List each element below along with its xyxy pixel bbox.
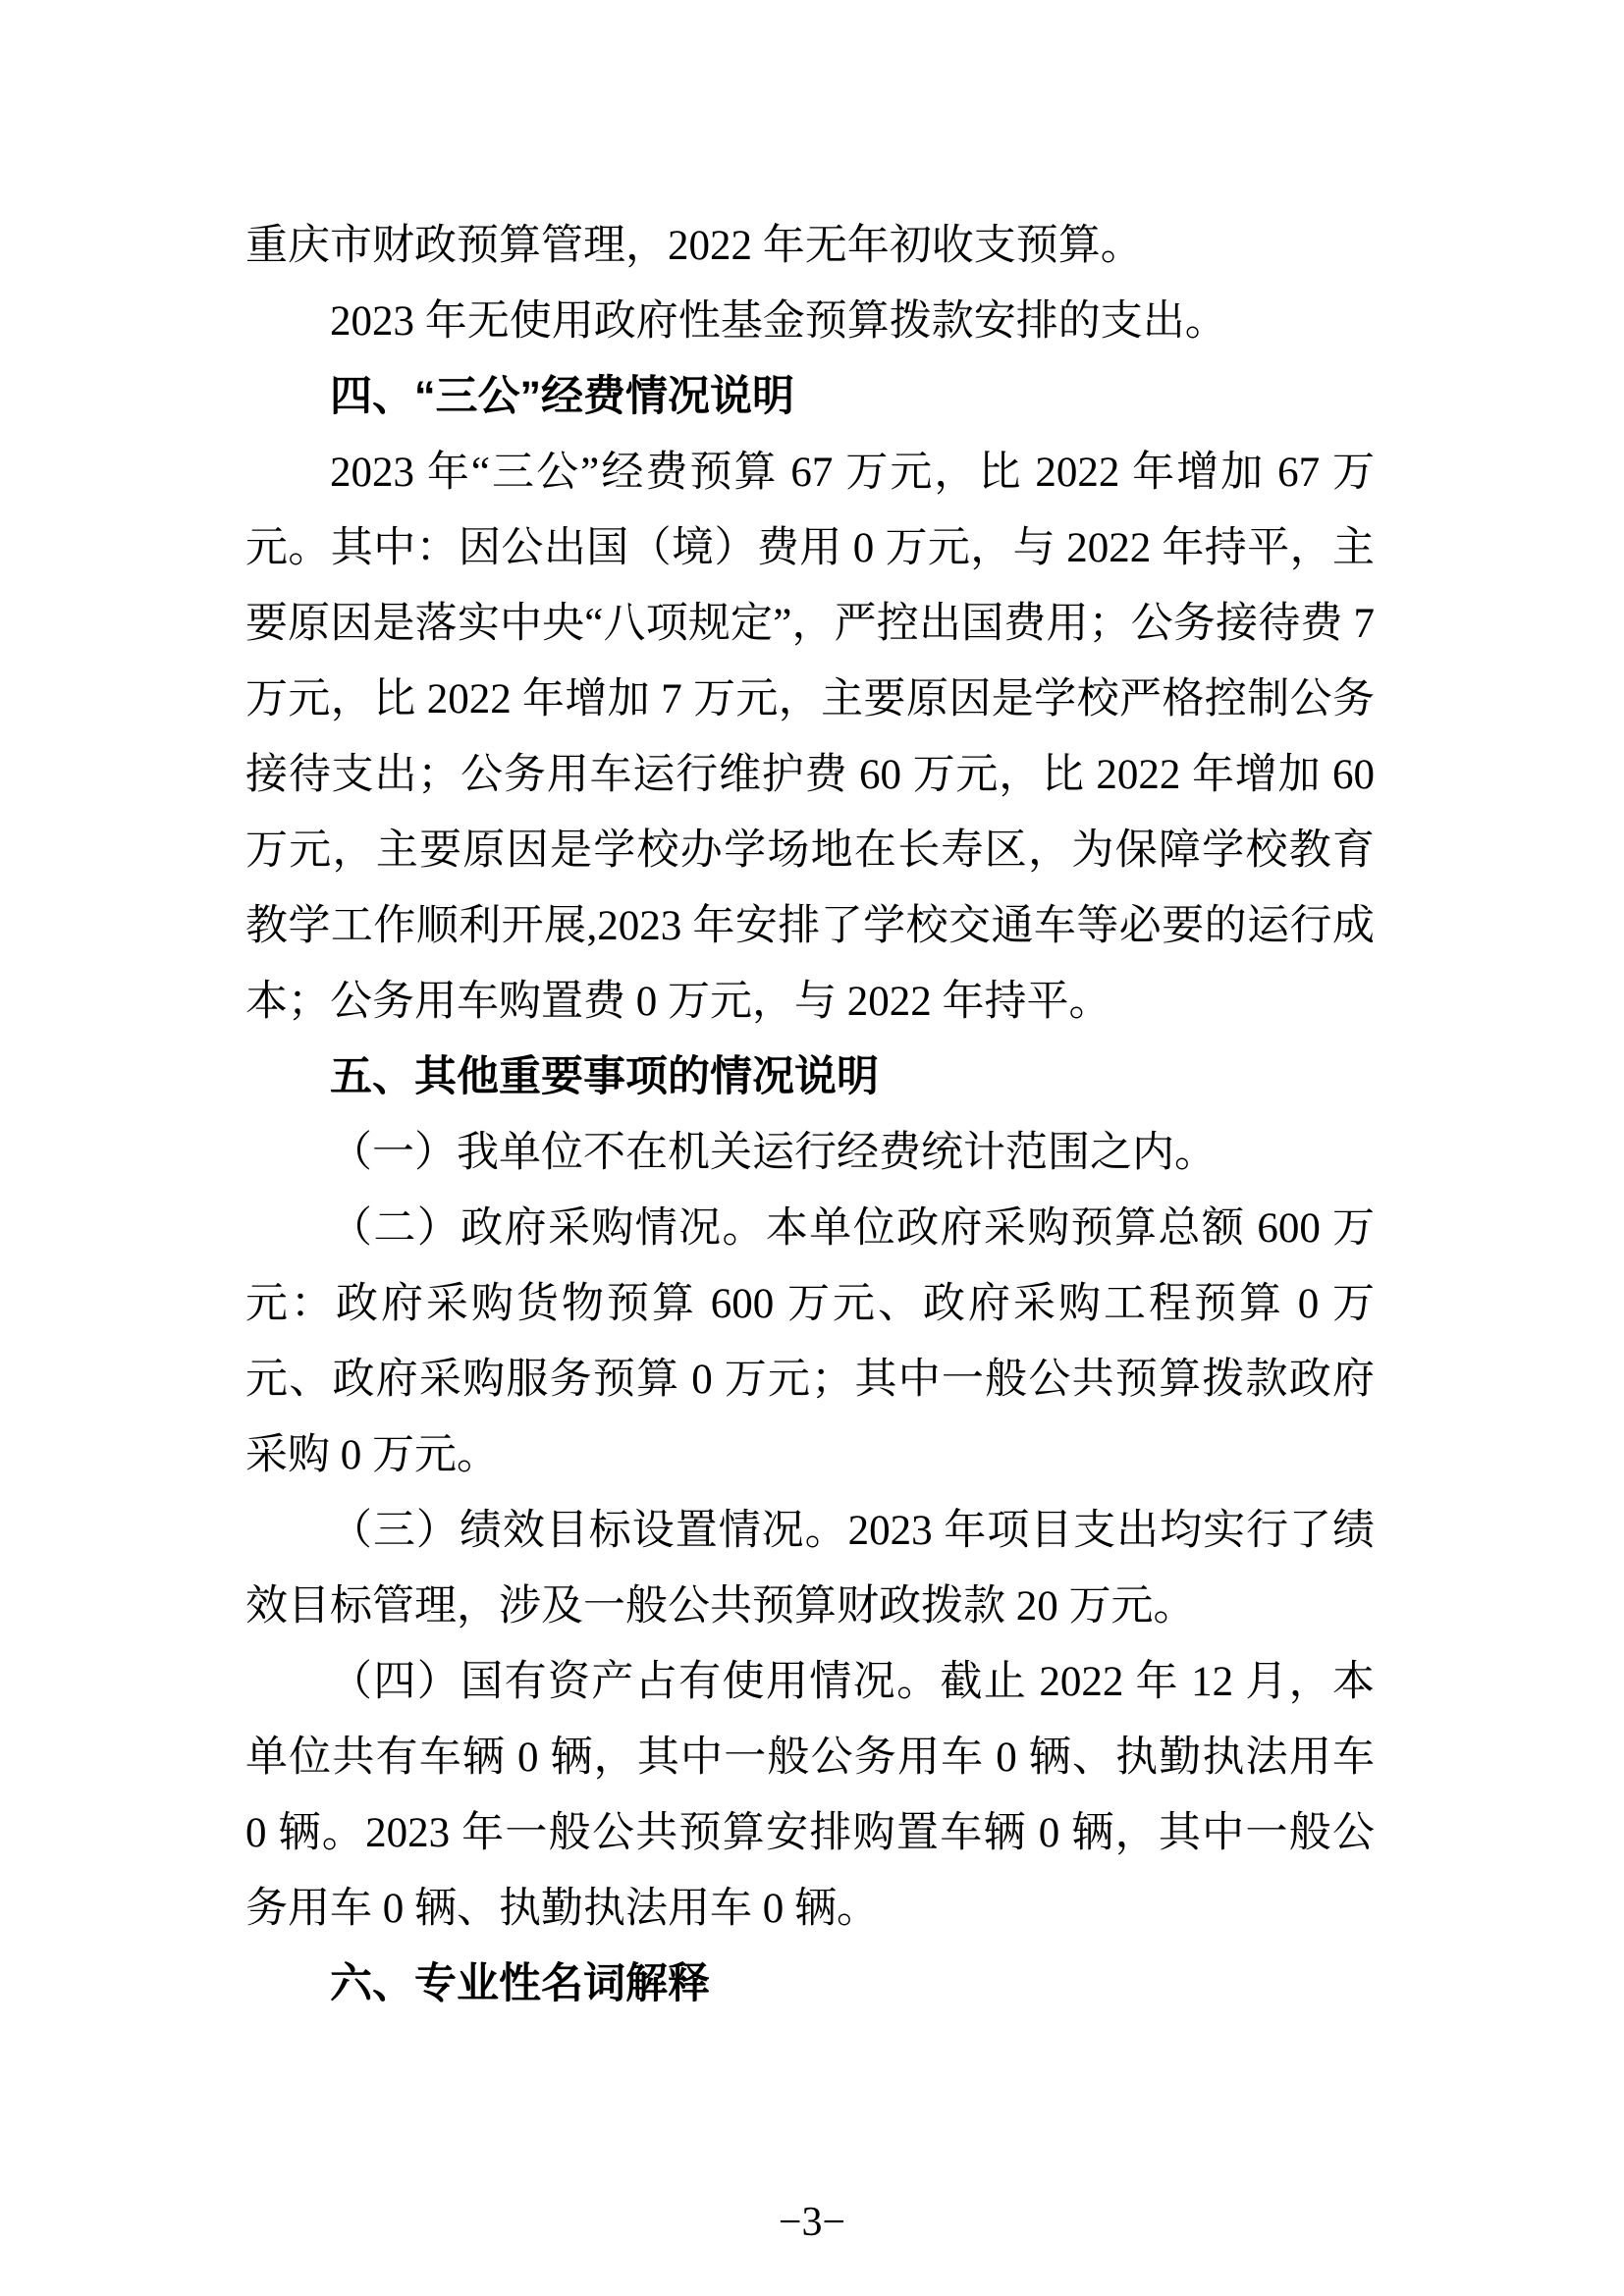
paragraph: 重庆市财政预算管理，2022 年无年初收支预算。: [245, 223, 1143, 269]
paragraph: （一）我单位不在机关运行经费统计范围之内。: [330, 1130, 1217, 1176]
paragraph: （三）绩效目标设置情况。2023 年项目支出均实行了绩效目标管理，涉及一般公共预算财政拨款 20 万元。: [245, 1508, 1375, 1629]
document-body: [245, 208, 1375, 2022]
section-heading: 六、专业性名词解释: [330, 1960, 710, 2007]
paragraph: （四）国有资产占有使用情况。截止 2022 年 12 月，本单位共有车辆 0 辆，其中一般公务用车 0 辆、执勤执法用车 0 辆。2023 年一般公共预算安排购置车辆 0 辆，其中一般公务用车 0 辆、执勤执法用车 0 辆。: [245, 1659, 1375, 1932]
section-heading: 五、其他重要事项的情况说明: [330, 1053, 879, 1100]
paragraph: 2023 年“三公”经费预算 67 万元，比 2022 年增加 67 万元。其中：因公出国（境）费用 0 万元，与 2022 年持平，主要原因是落实中央“八项规定”，严控出国费用；公务接待费 7 万元，比 2022 年增加 7 万元，主要原因是学校严格控制公务接待支出；公务用车运行维护费 60 万元，比 2022 年增加 60 万元，主要原因是学校办学场地在长寿区，为保障学校教育教学工作顺利开展,2023 年安排了学校交通车等必要的运行成本；公务用车购置费 0 万元，与 2022 年持平。: [245, 450, 1375, 1025]
paragraph: （二）政府采购情况。本单位政府采购预算总额 600 万元：政府采购货物预算 600 万元、政府采购工程预算 0 万元、政府采购服务预算 0 万元；其中一般公共预算拨款政府采购 0 万元。: [245, 1205, 1375, 1478]
page-number: −3−: [778, 2200, 846, 2245]
paragraph: 2023 年无使用政府性基金预算拨款安排的支出。: [330, 298, 1227, 345]
section-heading: 四、“三公”经费情况说明: [330, 373, 794, 420]
